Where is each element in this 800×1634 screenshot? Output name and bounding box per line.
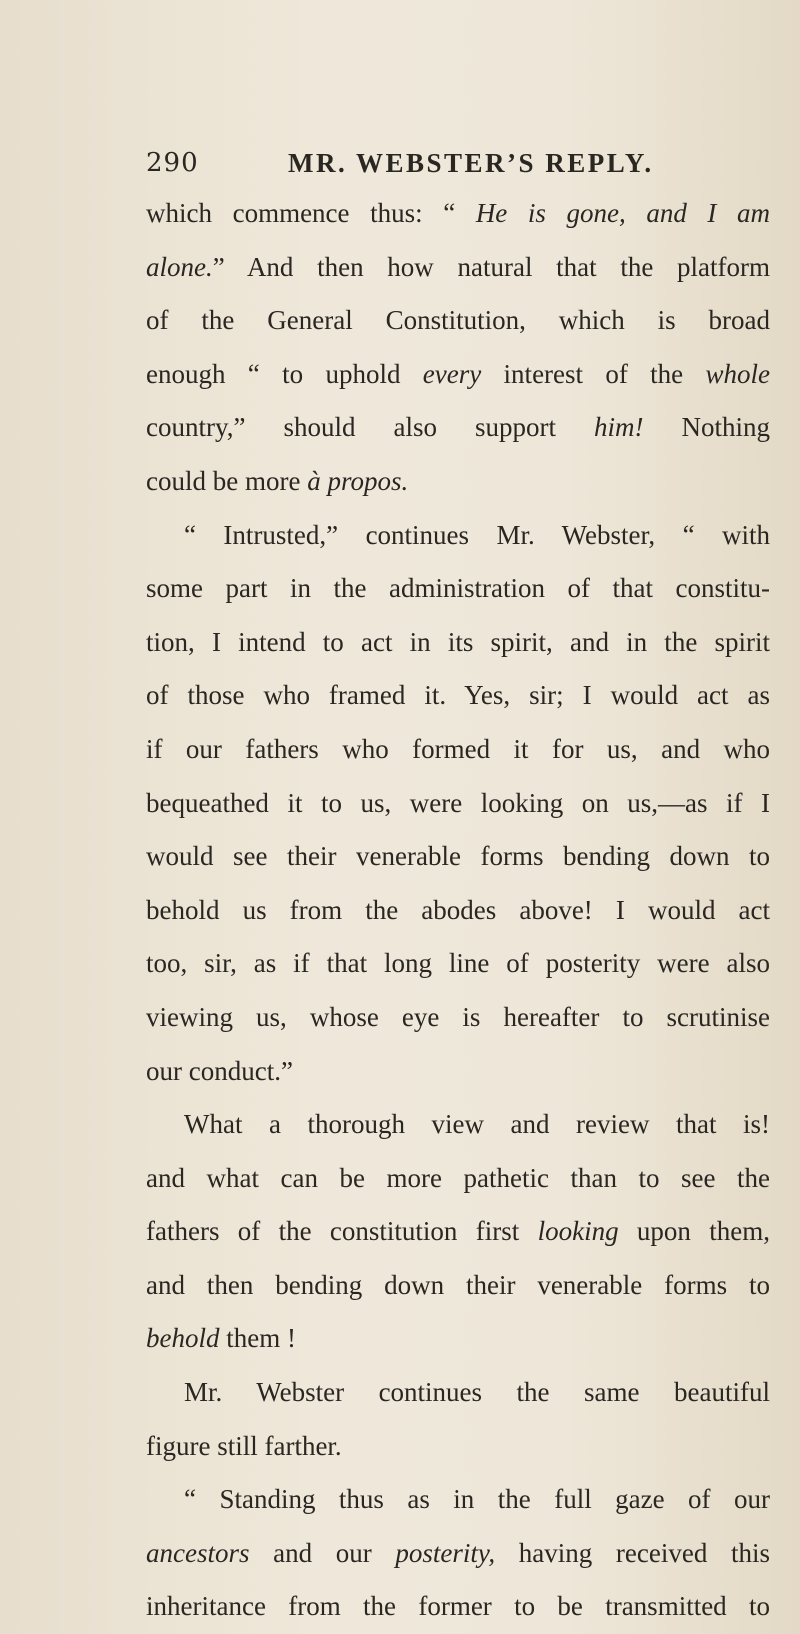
italic-text: He is gone, and I am: [475, 198, 771, 228]
text-line: [146, 1580, 770, 1634]
text-line: [146, 1098, 770, 1152]
text-line: [146, 187, 770, 241]
running-head: MR. WEBSTER’S REPLY.: [288, 148, 654, 178]
text-line: [146, 1366, 770, 1420]
text-segment: “ Intrusted,” continues Mr. Webster, “ with: [184, 519, 770, 550]
text-segment: enough “ to uphold: [146, 358, 423, 389]
italic-text: whole: [705, 358, 770, 389]
text-line: [146, 1527, 770, 1581]
text-line: [146, 723, 770, 777]
body-text: [146, 187, 770, 1634]
page-header: [146, 140, 776, 190]
italic-text: alone.: [146, 251, 213, 282]
text-line: [146, 509, 770, 563]
text-line: [146, 1312, 770, 1366]
text-segment: of the General Constitution, which is broad: [146, 305, 770, 336]
text-segment: fathers of the constitution first: [146, 1216, 538, 1247]
text-segment: bequeathed it to us, were looking on us,—as if I: [146, 787, 770, 818]
text-segment: some part in the administration of that constitu-: [146, 573, 770, 604]
text-line: [146, 1259, 770, 1313]
italic-text: posterity,: [395, 1537, 496, 1568]
text-segment: could be more: [146, 465, 308, 496]
italic-text: every: [422, 358, 482, 389]
text-segment: Mr. Webster continues the same beautiful: [184, 1377, 770, 1408]
text-segment: figure still farther.: [146, 1430, 342, 1461]
text-line: [146, 937, 770, 991]
text-line: [146, 884, 770, 938]
text-segment: Nothing: [643, 412, 770, 443]
italic-text: à propos.: [307, 465, 409, 496]
text-line: [146, 1473, 770, 1527]
text-line: [146, 241, 770, 295]
text-segment: if our fathers who formed it for us, and who: [146, 733, 770, 764]
text-line: [146, 294, 770, 348]
text-segment: which commence thus: “: [146, 198, 476, 228]
text-segment: and our: [249, 1537, 396, 1568]
text-segment: too, sir, as if that long line of posterity were also: [146, 948, 770, 979]
text-segment: “ Standing thus as in the full gaze of our: [184, 1484, 770, 1515]
text-segment: would see their venerable forms bending down to: [146, 841, 770, 872]
italic-text: him!: [593, 412, 644, 443]
text-segment: ” And then how natural that the platform: [212, 251, 770, 282]
text-line: [146, 991, 770, 1045]
text-line: [146, 562, 770, 616]
text-segment: of those who framed it. Yes, sir; I would act as: [146, 680, 770, 711]
text-segment: having received this: [495, 1537, 770, 1568]
text-line: [146, 669, 770, 723]
text-segment: behold us from the abodes above! I would act: [146, 894, 770, 925]
italic-text: looking: [537, 1216, 619, 1247]
text-segment: What a thorough view and review that is!: [184, 1109, 770, 1140]
text-line: [146, 616, 770, 670]
text-line: [146, 348, 770, 402]
italic-text: behold: [146, 1323, 220, 1354]
text-line: [146, 1045, 770, 1099]
page-number: 290: [146, 148, 199, 178]
text-segment: country,” should also support: [146, 412, 594, 443]
text-line: [146, 1205, 770, 1259]
text-segment: and what can be more pathetic than to see the: [146, 1162, 770, 1193]
text-segment: inheritance from the former to be transmitted to: [146, 1591, 770, 1622]
text-line: [146, 401, 770, 455]
text-segment: interest of the: [481, 358, 706, 389]
text-line: [146, 830, 770, 884]
italic-text: ancestors: [146, 1537, 250, 1568]
text-segment: and then bending down their venerable forms to: [146, 1269, 770, 1300]
text-line: [146, 1152, 770, 1206]
text-segment: tion, I intend to act in its spirit, and in the spirit: [146, 626, 770, 657]
text-segment: viewing us, whose eye is hereafter to scrutinise: [146, 1001, 770, 1032]
text-line: [146, 455, 770, 509]
text-segment: them !: [219, 1323, 296, 1354]
text-segment: upon them,: [618, 1216, 770, 1247]
text-segment: our conduct.”: [146, 1055, 293, 1086]
text-line: [146, 777, 770, 831]
